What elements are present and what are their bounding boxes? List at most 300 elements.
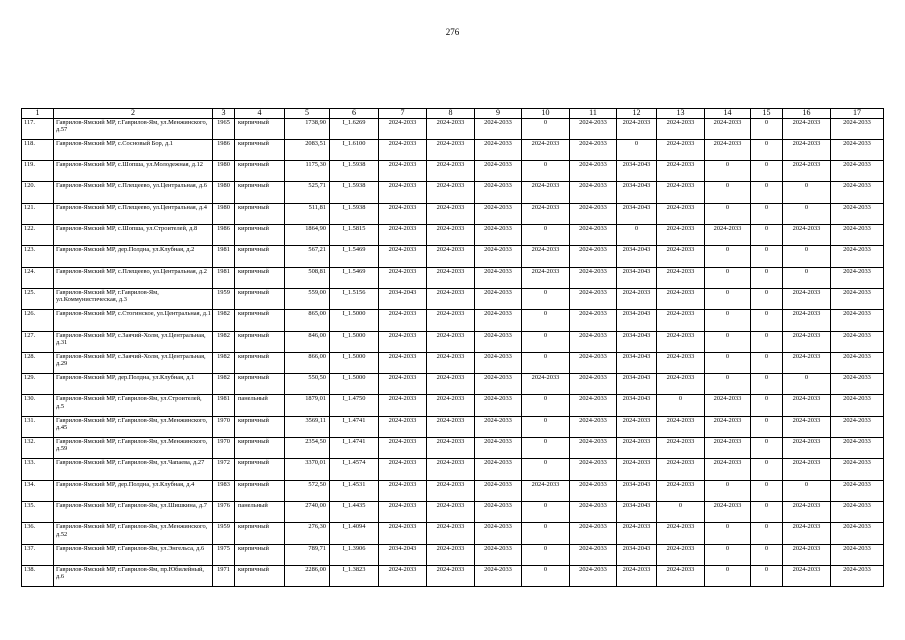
period-col-7-cell: 2024-2033 [379, 438, 427, 459]
period-col-10-cell: 2024-2033 [522, 182, 570, 203]
period-col-8-cell: 2024-2033 [427, 459, 475, 480]
period-col-7-cell: 2024-2033 [379, 161, 427, 182]
period-col-7-cell: 2024-2033 [379, 331, 427, 352]
period-col-12-cell: 2034-2043 [617, 267, 657, 288]
period-col-11-cell: 2024-2033 [570, 459, 617, 480]
period-col-8-cell: 2024-2033 [427, 480, 475, 501]
period-col-9-cell: 2024-2033 [475, 352, 522, 373]
priority-index-cell: I_1.4741 [330, 416, 379, 437]
row-number-cell: 122. [22, 225, 54, 246]
table-row [22, 438, 884, 459]
period-col-15-cell: 0 [751, 480, 783, 501]
period-col-16-cell: 2024-2033 [783, 225, 831, 246]
period-col-11-cell: 2024-2033 [570, 395, 617, 416]
period-col-7-cell: 2024-2033 [379, 182, 427, 203]
period-col-17-cell: 2024-2033 [831, 139, 884, 160]
build-year-cell: 1982 [213, 331, 235, 352]
wall-material-cell: кирпичный [235, 203, 285, 224]
period-col-12-cell: 2034-2043 [617, 480, 657, 501]
period-col-12-cell: 2034-2043 [617, 501, 657, 522]
period-col-8-cell: 2024-2033 [427, 544, 475, 565]
priority-index-cell: I_1.5938 [330, 203, 379, 224]
wall-material-cell: кирпичный [235, 267, 285, 288]
column-header: 17 [831, 109, 884, 119]
period-col-11-cell: 2024-2033 [570, 267, 617, 288]
row-number-cell: 131. [22, 416, 54, 437]
table-row [22, 544, 884, 565]
table-row [22, 374, 884, 395]
build-year-cell: 1981 [213, 395, 235, 416]
period-col-17-cell: 2024-2033 [831, 288, 884, 309]
page-number: 276 [445, 27, 460, 37]
address-cell: Гаврилов-Ямский МР, г.Гаврилов-Ям, ул.Шишкина, д.7 [54, 501, 213, 522]
wall-material-cell: кирпичный [235, 331, 285, 352]
period-col-8-cell: 2024-2033 [427, 310, 475, 331]
priority-index-cell: I_1.5000 [330, 310, 379, 331]
period-col-17-cell: 2024-2033 [831, 246, 884, 267]
period-col-13-cell: 2024-2033 [657, 374, 705, 395]
period-col-15-cell: 0 [751, 182, 783, 203]
period-col-15-cell: 0 [751, 246, 783, 267]
period-col-7-cell: 2024-2033 [379, 203, 427, 224]
column-header: 3 [213, 109, 235, 119]
area-cell: 2083,51 [285, 139, 330, 160]
build-year-cell: 1980 [213, 182, 235, 203]
column-header: 5 [285, 109, 330, 119]
period-col-16-cell: 2024-2033 [783, 544, 831, 565]
address-cell: Гаврилов-Ямский МР, с.Сосновый Бор, д.1 [54, 139, 213, 160]
period-col-11-cell: 2024-2033 [570, 480, 617, 501]
period-col-17-cell: 2024-2033 [831, 225, 884, 246]
address-cell: Гаврилов-Ямский МР, с.Плещеево, ул.Центральная, д.6 [54, 182, 213, 203]
priority-index-cell: I_1.4574 [330, 459, 379, 480]
wall-material-cell: кирпичный [235, 139, 285, 160]
address-cell: Гаврилов-Ямский МР, с.Плещеево, ул.Центральная, д.2 [54, 267, 213, 288]
period-col-8-cell: 2024-2033 [427, 395, 475, 416]
period-col-10-cell: 2024-2033 [522, 139, 570, 160]
row-number-cell: 117. [22, 118, 54, 139]
row-number-cell: 136. [22, 523, 54, 544]
priority-index-cell: I_1.4435 [330, 501, 379, 522]
period-col-15-cell: 0 [751, 523, 783, 544]
period-col-8-cell: 2024-2033 [427, 565, 475, 586]
period-col-15-cell: 0 [751, 374, 783, 395]
column-number-row [22, 109, 884, 119]
period-col-8-cell: 2024-2033 [427, 182, 475, 203]
period-col-14-cell: 2024-2033 [705, 118, 751, 139]
build-year-cell: 1982 [213, 352, 235, 373]
period-col-12-cell: 2034-2043 [617, 310, 657, 331]
period-col-7-cell: 2024-2033 [379, 523, 427, 544]
priority-index-cell: I_1.4750 [330, 395, 379, 416]
column-header: 12 [617, 109, 657, 119]
period-col-17-cell: 2024-2033 [831, 544, 884, 565]
area-cell: 3370,01 [285, 459, 330, 480]
wall-material-cell: кирпичный [235, 523, 285, 544]
period-col-7-cell: 2024-2033 [379, 501, 427, 522]
address-cell: Гаврилов-Ямский МР, дер.Полдна, ул.Клубная, д.2 [54, 246, 213, 267]
column-header: 6 [330, 109, 379, 119]
period-col-14-cell: 0 [705, 182, 751, 203]
address-cell: Гаврилов-Ямский МР, г.Гаврилов-Ям, ул.Энгельса, д.6 [54, 544, 213, 565]
period-col-10-cell: 0 [522, 416, 570, 437]
period-col-11-cell: 2024-2033 [570, 288, 617, 309]
period-col-10-cell: 0 [522, 118, 570, 139]
column-header: 8 [427, 109, 475, 119]
table-row [22, 523, 884, 544]
period-col-16-cell: 2024-2033 [783, 161, 831, 182]
row-number-cell: 138. [22, 565, 54, 586]
period-col-9-cell: 2024-2033 [475, 331, 522, 352]
period-col-14-cell: 0 [705, 374, 751, 395]
period-col-15-cell: 0 [751, 331, 783, 352]
row-number-cell: 124. [22, 267, 54, 288]
period-col-15-cell: 0 [751, 310, 783, 331]
period-col-7-cell: 2024-2033 [379, 459, 427, 480]
period-col-12-cell: 2024-2033 [617, 565, 657, 586]
column-header: 10 [522, 109, 570, 119]
period-col-12-cell: 2034-2043 [617, 544, 657, 565]
area-cell: 559,00 [285, 288, 330, 309]
period-col-9-cell: 2024-2033 [475, 480, 522, 501]
priority-index-cell: I_1.6269 [330, 118, 379, 139]
row-number-cell: 130. [22, 395, 54, 416]
period-col-9-cell: 2024-2033 [475, 459, 522, 480]
column-header: 14 [705, 109, 751, 119]
table-row [22, 565, 884, 586]
period-col-16-cell: 2024-2033 [783, 523, 831, 544]
period-col-13-cell: 2024-2033 [657, 139, 705, 160]
wall-material-cell: кирпичный [235, 565, 285, 586]
period-col-10-cell: 0 [522, 288, 570, 309]
period-col-16-cell: 0 [783, 267, 831, 288]
priority-index-cell: I_1.5469 [330, 267, 379, 288]
column-header: 15 [751, 109, 783, 119]
period-col-16-cell: 0 [783, 374, 831, 395]
period-col-14-cell: 2024-2033 [705, 459, 751, 480]
build-year-cell: 1975 [213, 544, 235, 565]
table-row [22, 459, 884, 480]
period-col-16-cell: 0 [783, 246, 831, 267]
period-col-9-cell: 2024-2033 [475, 225, 522, 246]
area-cell: 789,71 [285, 544, 330, 565]
period-col-8-cell: 2024-2033 [427, 374, 475, 395]
row-number-cell: 121. [22, 203, 54, 224]
period-col-10-cell: 0 [522, 523, 570, 544]
period-col-11-cell: 2024-2033 [570, 182, 617, 203]
period-col-13-cell: 2024-2033 [657, 203, 705, 224]
period-col-9-cell: 2024-2033 [475, 118, 522, 139]
period-col-7-cell: 2024-2033 [379, 225, 427, 246]
period-col-7-cell: 2024-2033 [379, 118, 427, 139]
period-col-15-cell: 0 [751, 459, 783, 480]
table-row [22, 203, 884, 224]
period-col-12-cell: 2034-2043 [617, 182, 657, 203]
table-row [22, 267, 884, 288]
period-col-12-cell: 2024-2033 [617, 288, 657, 309]
period-col-7-cell: 2024-2033 [379, 352, 427, 373]
priority-index-cell: I_1.6100 [330, 139, 379, 160]
period-col-10-cell: 0 [522, 438, 570, 459]
address-cell: Гаврилов-Ямский МР, г.Гаврилов-Ям, ул.Менжинского, д.57 [54, 118, 213, 139]
period-col-13-cell: 2024-2033 [657, 331, 705, 352]
period-col-17-cell: 2024-2033 [831, 182, 884, 203]
period-col-15-cell: 0 [751, 544, 783, 565]
period-col-8-cell: 2024-2033 [427, 267, 475, 288]
address-cell: Гаврилов-Ямский МР, дер.Полдна, ул.Клубная, д.1 [54, 374, 213, 395]
wall-material-cell: кирпичный [235, 118, 285, 139]
period-col-8-cell: 2024-2033 [427, 139, 475, 160]
period-col-10-cell: 0 [522, 459, 570, 480]
period-col-14-cell: 0 [705, 310, 751, 331]
period-col-10-cell: 2024-2033 [522, 374, 570, 395]
table-row [22, 352, 884, 373]
period-col-17-cell: 2024-2033 [831, 310, 884, 331]
period-col-10-cell: 0 [522, 352, 570, 373]
row-number-cell: 129. [22, 374, 54, 395]
wall-material-cell: кирпичный [235, 374, 285, 395]
period-col-9-cell: 2024-2033 [475, 416, 522, 437]
period-col-17-cell: 2024-2033 [831, 267, 884, 288]
wall-material-cell: кирпичный [235, 352, 285, 373]
build-year-cell: 1982 [213, 310, 235, 331]
period-col-8-cell: 2024-2033 [427, 523, 475, 544]
period-col-8-cell: 2024-2033 [427, 203, 475, 224]
period-col-9-cell: 2024-2033 [475, 395, 522, 416]
period-col-10-cell: 2024-2033 [522, 203, 570, 224]
build-year-cell: 1971 [213, 565, 235, 586]
period-col-10-cell: 2024-2033 [522, 480, 570, 501]
period-col-8-cell: 2024-2033 [427, 438, 475, 459]
period-col-10-cell: 0 [522, 565, 570, 586]
period-col-17-cell: 2024-2033 [831, 565, 884, 586]
priority-index-cell: I_1.4094 [330, 523, 379, 544]
area-cell: 525,71 [285, 182, 330, 203]
build-year-cell: 1980 [213, 203, 235, 224]
column-header: 11 [570, 109, 617, 119]
period-col-16-cell: 0 [783, 480, 831, 501]
address-cell: Гаврилов-Ямский МР, с.Плещеево, ул.Центральная, д.4 [54, 203, 213, 224]
period-col-16-cell: 2024-2033 [783, 310, 831, 331]
period-col-9-cell: 2024-2033 [475, 544, 522, 565]
wall-material-cell: кирпичный [235, 544, 285, 565]
table-row [22, 310, 884, 331]
period-col-12-cell: 2024-2033 [617, 523, 657, 544]
period-col-13-cell: 0 [657, 501, 705, 522]
row-number-cell: 134. [22, 480, 54, 501]
period-col-12-cell: 2034-2043 [617, 352, 657, 373]
period-col-10-cell: 0 [522, 544, 570, 565]
period-col-16-cell: 2024-2033 [783, 416, 831, 437]
wall-material-cell: кирпичный [235, 288, 285, 309]
wall-material-cell: кирпичный [235, 480, 285, 501]
build-year-cell: 1959 [213, 288, 235, 309]
period-col-13-cell: 2024-2033 [657, 438, 705, 459]
period-col-8-cell: 2024-2033 [427, 288, 475, 309]
priority-index-cell: I_1.5938 [330, 161, 379, 182]
wall-material-cell: панельный [235, 501, 285, 522]
period-col-7-cell: 2024-2033 [379, 310, 427, 331]
address-cell: Гаврилов-Ямский МР, г.Гаврилов-Ям, ул.Менжинского, д.45 [54, 416, 213, 437]
table-row [22, 139, 884, 160]
period-col-17-cell: 2024-2033 [831, 501, 884, 522]
period-col-16-cell: 2024-2033 [783, 395, 831, 416]
row-number-cell: 132. [22, 438, 54, 459]
table-row [22, 161, 884, 182]
period-col-16-cell: 2024-2033 [783, 565, 831, 586]
address-cell: Гаврилов-Ямский МР, г.Гаврилов-Ям, ул.Чапаева, д.27 [54, 459, 213, 480]
area-cell: 511,81 [285, 203, 330, 224]
period-col-16-cell: 2024-2033 [783, 139, 831, 160]
housing-repair-schedule-table [21, 108, 884, 587]
period-col-10-cell: 0 [522, 310, 570, 331]
column-header: 13 [657, 109, 705, 119]
period-col-8-cell: 2024-2033 [427, 501, 475, 522]
address-cell: Гаврилов-Ямский МР, с.Заячий-Холм, ул.Центральная, д.29 [54, 352, 213, 373]
period-col-7-cell: 2024-2033 [379, 246, 427, 267]
period-col-17-cell: 2024-2033 [831, 523, 884, 544]
priority-index-cell: I_1.5000 [330, 352, 379, 373]
period-col-11-cell: 2024-2033 [570, 544, 617, 565]
priority-index-cell: I_1.5469 [330, 246, 379, 267]
period-col-15-cell: 0 [751, 352, 783, 373]
build-year-cell: 1959 [213, 523, 235, 544]
area-cell: 2354,50 [285, 438, 330, 459]
period-col-16-cell: 2024-2033 [783, 501, 831, 522]
period-col-14-cell: 0 [705, 331, 751, 352]
period-col-16-cell: 2024-2033 [783, 288, 831, 309]
row-number-cell: 127. [22, 331, 54, 352]
priority-index-cell: I_1.5815 [330, 225, 379, 246]
priority-index-cell: I_1.4741 [330, 438, 379, 459]
period-col-7-cell: 2024-2033 [379, 139, 427, 160]
period-col-16-cell: 2024-2033 [783, 459, 831, 480]
area-cell: 846,00 [285, 331, 330, 352]
period-col-14-cell: 0 [705, 480, 751, 501]
period-col-12-cell: 2034-2043 [617, 203, 657, 224]
period-col-12-cell: 2034-2043 [617, 161, 657, 182]
period-col-10-cell: 0 [522, 161, 570, 182]
period-col-14-cell: 2024-2033 [705, 395, 751, 416]
build-year-cell: 1980 [213, 161, 235, 182]
period-col-14-cell: 2024-2033 [705, 501, 751, 522]
period-col-9-cell: 2024-2033 [475, 267, 522, 288]
address-cell: Гаврилов-Ямский МР, дер.Полдна, ул.Клубная, д.4 [54, 480, 213, 501]
address-cell: Гаврилов-Ямский МР, с.Стогинское, ул.Центральная, д.1 [54, 310, 213, 331]
period-col-17-cell: 2024-2033 [831, 118, 884, 139]
period-col-13-cell: 2024-2033 [657, 459, 705, 480]
wall-material-cell: кирпичный [235, 161, 285, 182]
period-col-16-cell: 2024-2033 [783, 331, 831, 352]
wall-material-cell: кирпичный [235, 416, 285, 437]
build-year-cell: 1981 [213, 246, 235, 267]
period-col-8-cell: 2024-2033 [427, 331, 475, 352]
period-col-17-cell: 2024-2033 [831, 331, 884, 352]
period-col-9-cell: 2024-2033 [475, 565, 522, 586]
period-col-15-cell: 0 [751, 438, 783, 459]
period-col-17-cell: 2024-2033 [831, 161, 884, 182]
period-col-17-cell: 2024-2033 [831, 352, 884, 373]
priority-index-cell: I_1.3906 [330, 544, 379, 565]
period-col-11-cell: 2024-2033 [570, 374, 617, 395]
build-year-cell: 1976 [213, 501, 235, 522]
area-cell: 572,50 [285, 480, 330, 501]
area-cell: 1175,30 [285, 161, 330, 182]
period-col-7-cell: 2024-2033 [379, 416, 427, 437]
period-col-12-cell: 2024-2033 [617, 438, 657, 459]
wall-material-cell: кирпичный [235, 246, 285, 267]
priority-index-cell: I_1.4531 [330, 480, 379, 501]
table-row [22, 480, 884, 501]
row-number-cell: 126. [22, 310, 54, 331]
build-year-cell: 1986 [213, 139, 235, 160]
area-cell: 865,00 [285, 310, 330, 331]
address-cell: Гаврилов-Ямский МР, г.Гаврилов-Ям, ул.Менжинского, д.59 [54, 438, 213, 459]
period-col-13-cell: 2024-2033 [657, 161, 705, 182]
table-body [22, 109, 884, 587]
address-cell: Гаврилов-Ямский МР, с.Заячий-Холм, ул.Центральная, д.31 [54, 331, 213, 352]
area-cell: 2740,00 [285, 501, 330, 522]
wall-material-cell: кирпичный [235, 459, 285, 480]
period-col-17-cell: 2024-2033 [831, 438, 884, 459]
area-cell: 1864,90 [285, 225, 330, 246]
area-cell: 2286,00 [285, 565, 330, 586]
period-col-13-cell: 2024-2033 [657, 480, 705, 501]
build-year-cell: 1970 [213, 438, 235, 459]
build-year-cell: 1965 [213, 118, 235, 139]
period-col-14-cell: 0 [705, 267, 751, 288]
period-col-8-cell: 2024-2033 [427, 246, 475, 267]
period-col-17-cell: 2024-2033 [831, 395, 884, 416]
period-col-16-cell: 2024-2033 [783, 438, 831, 459]
period-col-14-cell: 2024-2033 [705, 225, 751, 246]
row-number-cell: 118. [22, 139, 54, 160]
period-col-7-cell: 2024-2033 [379, 267, 427, 288]
period-col-11-cell: 2024-2033 [570, 225, 617, 246]
period-col-13-cell: 2024-2033 [657, 246, 705, 267]
period-col-10-cell: 0 [522, 225, 570, 246]
period-col-14-cell: 0 [705, 246, 751, 267]
period-col-14-cell: 0 [705, 544, 751, 565]
priority-index-cell: I_1.5938 [330, 182, 379, 203]
period-col-13-cell: 2024-2033 [657, 544, 705, 565]
wall-material-cell: кирпичный [235, 438, 285, 459]
period-col-17-cell: 2024-2033 [831, 203, 884, 224]
table-row [22, 501, 884, 522]
wall-material-cell: кирпичный [235, 182, 285, 203]
period-col-14-cell: 0 [705, 288, 751, 309]
column-header: 4 [235, 109, 285, 119]
period-col-16-cell: 2024-2033 [783, 352, 831, 373]
period-col-8-cell: 2024-2033 [427, 161, 475, 182]
period-col-15-cell: 0 [751, 203, 783, 224]
period-col-17-cell: 2024-2033 [831, 374, 884, 395]
period-col-11-cell: 2024-2033 [570, 331, 617, 352]
period-col-17-cell: 2024-2033 [831, 416, 884, 437]
period-col-14-cell: 0 [705, 523, 751, 544]
period-col-9-cell: 2024-2033 [475, 203, 522, 224]
period-col-13-cell: 0 [657, 395, 705, 416]
period-col-15-cell: 0 [751, 565, 783, 586]
table-row [22, 225, 884, 246]
period-col-7-cell: 2034-2043 [379, 288, 427, 309]
period-col-9-cell: 2024-2033 [475, 310, 522, 331]
period-col-9-cell: 2024-2033 [475, 523, 522, 544]
period-col-17-cell: 2024-2033 [831, 480, 884, 501]
period-col-10-cell: 2024-2033 [522, 267, 570, 288]
period-col-9-cell: 2024-2033 [475, 161, 522, 182]
table-row [22, 182, 884, 203]
